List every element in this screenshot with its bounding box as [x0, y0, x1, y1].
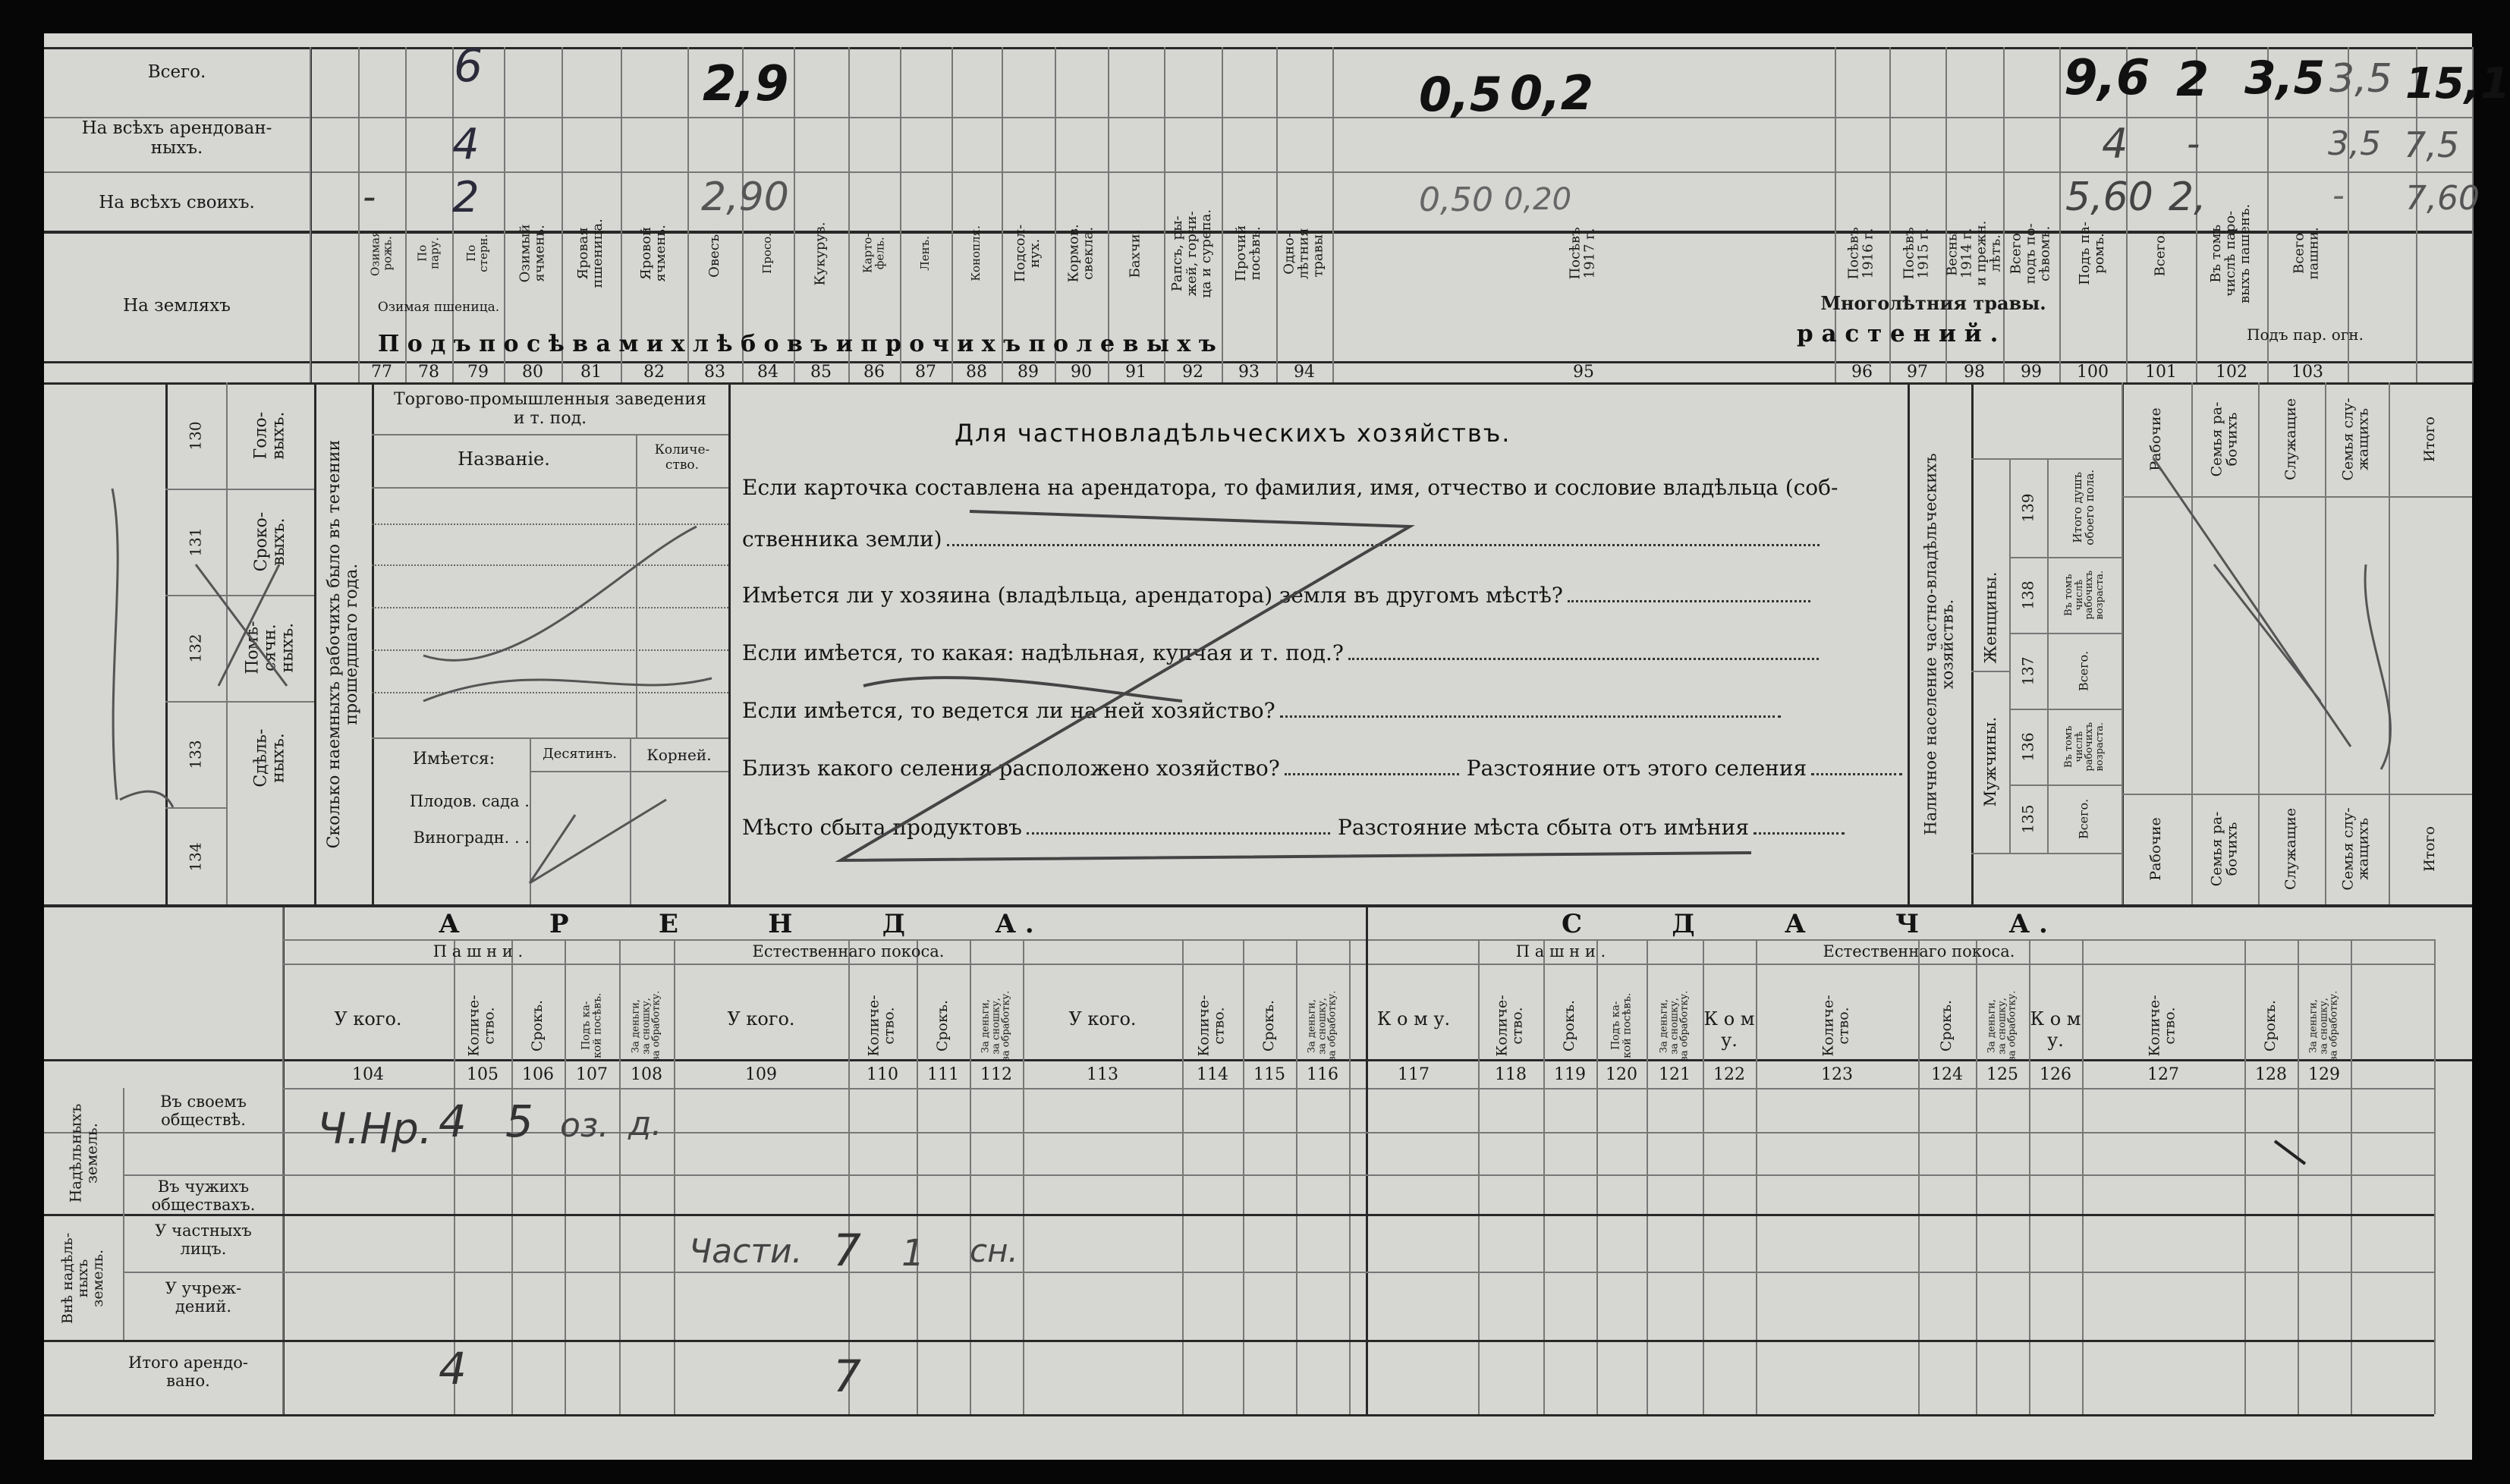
top-col-num-94: 94 [1294, 363, 1315, 382]
winter-wheat-label: Озимая пшеница. [377, 300, 500, 315]
hw-r1-qty: 4 [439, 1096, 467, 1147]
has-label: Имѣется: [412, 750, 495, 769]
row-total-leased: Итого арендо- вано. [128, 1354, 248, 1391]
pencil-stroke [112, 489, 173, 807]
bottom-col-header-111: Срокъ. [934, 999, 951, 1052]
top-col-header-100: Подъ па- ромъ. [2077, 222, 2107, 285]
col-139: 139 [2018, 492, 2037, 523]
arenda-banner: А Р Е Н Д А . [439, 909, 1034, 939]
q-land-type: Если имѣется, то какая: надѣльная, купчая и т. под.? [742, 640, 1819, 665]
trade-qty-header: Количе- ство. [654, 442, 710, 473]
col-130: 130 [186, 420, 205, 451]
row-institutions: У учреж- дений. [165, 1279, 242, 1316]
workers-col-lower-0: Рабочие [2147, 817, 2165, 881]
desyatin-header: Десятинъ. [543, 746, 617, 762]
top-col-num-103: 103 [2291, 363, 2323, 382]
bottom-col-num-124: 124 [1931, 1065, 1963, 1084]
bottom-col-header-107: Подъ ка- кой посѣвъ. [580, 992, 603, 1059]
bottom-col-header-108: За деньги, за сношку, за обработку. [630, 990, 662, 1061]
hw-total-melons: 0,5 [1419, 67, 1502, 122]
top-col-header-81: Яровая пшеница. [575, 219, 605, 288]
hw-total-winter: 6 [454, 39, 483, 93]
bottom-col-num-128: 128 [2255, 1065, 2287, 1084]
q-owner-name-2: ственника земли) [742, 527, 1820, 552]
hw-total-fallow: 2 [2176, 52, 2210, 107]
row-label-own: На всѣхъ своихъ. [99, 193, 255, 212]
hw-total-fallow-all: 3,5 [2244, 52, 2326, 105]
bottom-col-header-113: У кого. [1068, 1008, 1137, 1030]
sown-banner-2: р а с т е н и й . [1797, 320, 1999, 347]
women-total-label: Всего. [2076, 650, 2091, 691]
top-col-num-88: 88 [966, 363, 987, 382]
row-own-community: Въ своемъ обществѣ. [160, 1093, 247, 1130]
top-col-num-83: 83 [704, 363, 725, 382]
workers-col-lower-2: Служащие [2282, 807, 2300, 891]
top-col-num-77: 77 [371, 363, 392, 382]
hw-r1-pay: д. [628, 1105, 662, 1143]
hw-own-steam: - [2332, 176, 2345, 215]
workers-col-lower-4: Итого [2421, 826, 2439, 872]
q-village: Близъ какого селения расположено хозяйство? Разстояние отъ этого селения [742, 756, 1902, 781]
top-col-num-89: 89 [1018, 363, 1039, 382]
hw-own-sown: 5,60 [2065, 174, 2153, 220]
row-private-persons: У частныхъ лицъ. [155, 1221, 252, 1259]
bottom-col-header-118: Количе- ство. [1494, 995, 1526, 1057]
bottom-col-header-104: У кого. [334, 1008, 402, 1030]
bottom-col-header-109: У кого. [727, 1008, 795, 1030]
pencil-stroke [841, 511, 1751, 860]
top-col-header-91: Бахчи. [1127, 229, 1143, 278]
men-total-label: Всего. [2076, 798, 2091, 839]
pencil-stroke [196, 564, 287, 686]
top-col-num-98: 98 [1964, 363, 1985, 382]
top-col-header-77: Озимая рожь. [368, 230, 394, 277]
top-col-num-92: 92 [1182, 363, 1203, 382]
hw-total-wheat: 2,9 [703, 56, 789, 112]
top-col-num-93: 93 [1238, 363, 1260, 382]
top-col-num-95: 95 [1573, 363, 1594, 382]
pencil-stroke [423, 527, 712, 701]
bottom-col-num-111: 111 [927, 1065, 959, 1084]
col-133: 133 [186, 739, 205, 769]
total-souls-label: Итого душъ обоего пола. [2071, 470, 2096, 545]
top-col-header-79: По стерн. [464, 234, 490, 272]
bottom-col-header-122: К о м у. [1703, 1008, 1755, 1051]
hw-r1-from: Ч.Нр. [317, 1105, 432, 1154]
pencil-stroke [2275, 1141, 2305, 1164]
bottom-group-estest-3: Естественнаго покоса. [1823, 942, 2015, 961]
top-col-header-95: Посѣвъ 1917 г. [1568, 227, 1598, 280]
bottom-col-num-114: 114 [1197, 1065, 1228, 1084]
hw-own-wheat: 2,90 [701, 174, 789, 220]
top-col-header-90: Кормов. свекла. [1065, 224, 1096, 283]
women-working-label: Въ томъ числѣ рабочихъ возраста. [2062, 570, 2106, 620]
nadel-label: Надѣльныхъ земель. [66, 1103, 100, 1203]
bottom-col-header-114: Количе- ство. [1196, 995, 1228, 1057]
top-col-header-89: Подсол- нух. [1012, 224, 1043, 283]
label-piece-workers: Сдѣль- ныхъ. [251, 728, 288, 788]
roots-header: Корней. [646, 746, 712, 764]
top-col-num-101: 101 [2145, 363, 2177, 382]
q-owner-name: Если карточка составлена на арендатора, то фамилия, имя, отчество и сословие владѣльца (соб- [742, 475, 1838, 500]
hw-r3-term: 1 [901, 1232, 925, 1275]
bottom-col-num-115: 115 [1253, 1065, 1285, 1084]
top-col-num-85: 85 [810, 363, 832, 382]
top-col-header-78: По пару. [415, 237, 441, 270]
hw-r3-pay: сн. [970, 1232, 1018, 1269]
workers-col-lower-3: Семья слу- жащихъ [2340, 807, 2372, 891]
trade-title: Торгово-промышленныя заведения и т. под. [394, 390, 706, 429]
men-working-label: Въ томъ числѣ рабочихъ возраста. [2062, 722, 2106, 772]
bottom-group-estest-1: Естественнаго покоса. [752, 942, 945, 961]
hw-leased-fallow: - [2187, 123, 2200, 165]
bottom-group-pashni-0: П а ш н и . [432, 942, 524, 961]
bottom-col-header-125: За деньги, за сношку, за обработку. [1986, 990, 2018, 1061]
top-col-num-99: 99 [2021, 363, 2042, 382]
row-other-communities: Въ чужихъ обществахъ. [151, 1177, 256, 1215]
bottom-col-num-117: 117 [1398, 1065, 1430, 1084]
top-col-header-82: Яровой ячмень. [638, 225, 668, 282]
bottom-col-num-108: 108 [631, 1065, 662, 1084]
bottom-col-header-123: Количе- ство. [1820, 995, 1852, 1057]
hw-r3-qty: 7 [833, 1225, 861, 1276]
orchard-label: Плодов. сада . [409, 792, 530, 810]
col-131: 131 [186, 527, 205, 557]
top-col-header-92: Рапсъ, ры- жей, горчи- ца и сурепа. [1169, 209, 1215, 298]
top-col-header-93: Прочий посѣвъ. [1233, 225, 1264, 281]
hw-own-rye: - [363, 176, 376, 219]
top-col-num-97: 97 [1907, 363, 1928, 382]
top-col-num-102: 102 [2216, 363, 2247, 382]
workers-col-upper-4: Итого [2421, 417, 2439, 462]
bottom-col-num-120: 120 [1606, 1065, 1637, 1084]
perennial-label: Многолѣтния травы. [1820, 292, 2046, 314]
row-label-lands: На земляхъ [123, 296, 231, 316]
hw-own-rape: 0,20 [1504, 182, 1572, 217]
fallow-label: Подъ пар. огн. [2247, 325, 2364, 344]
top-col-num-81: 81 [580, 363, 602, 382]
workers-col-upper-2: Служащие [2282, 398, 2300, 481]
bottom-col-num-129: 129 [2308, 1065, 2340, 1084]
hw-leased-winter: 4 [452, 120, 480, 169]
workers-col-lower-1: Семья ра- бочихъ [2208, 811, 2240, 887]
top-col-header-85: Кукуруз. [812, 221, 829, 285]
census-card [44, 33, 2510, 1460]
bottom-col-header-119: Срокъ. [1561, 999, 1578, 1052]
sdacha-banner: С Д А Ч А . [1562, 909, 2048, 939]
bottom-col-header-115: Срокъ. [1260, 999, 1278, 1052]
bottom-col-num-110: 110 [867, 1065, 898, 1084]
top-col-num-91: 91 [1125, 363, 1146, 382]
bottom-col-num-125: 125 [1986, 1065, 2018, 1084]
top-col-num-78: 78 [418, 363, 439, 382]
bottom-group-pashni-2: П а ш н и . [1515, 942, 1606, 961]
col-132: 132 [186, 633, 205, 663]
top-col-num-84: 84 [757, 363, 778, 382]
hw-own-fallow: 2, [2169, 174, 2206, 220]
hw-own-winter: 2 [452, 173, 480, 222]
top-col-header-97: Посѣвъ 1915 г. [1901, 227, 1932, 280]
hw-r1-term: 5 [505, 1096, 533, 1147]
hw-leased-steam: 3,5 [2328, 124, 2381, 163]
bottom-col-num-116: 116 [1307, 1065, 1338, 1084]
bottom-col-header-129: За деньги, за сношку, за обработку. [2307, 990, 2340, 1061]
hw-total-qty: 4 [439, 1343, 467, 1394]
bottom-col-num-127: 127 [2147, 1065, 2179, 1084]
top-col-num-96: 96 [1851, 363, 1873, 382]
pencil-stroke [2153, 458, 2390, 769]
private-farms-heading: Для частновладѣльческихъ хозяйствъ. [955, 419, 1511, 448]
bottom-col-header-128: Срокъ. [2262, 999, 2279, 1052]
top-col-num-79: 79 [467, 363, 489, 382]
bottom-col-num-113: 113 [1087, 1065, 1118, 1084]
hw-total-arable: 15,1 [2405, 59, 2510, 108]
hired-workers-label: Сколько наемныхъ рабочихъ было въ течении прошедшаго года. [324, 439, 362, 849]
pencil-stroke [530, 800, 666, 883]
bottom-col-header-105: Количе- ство. [466, 995, 499, 1057]
col-137: 137 [2018, 656, 2037, 686]
top-col-num-100: 100 [2077, 363, 2109, 382]
top-col-header-88: Конопля. [969, 225, 983, 281]
workers-col-upper-3: Семья слу- жащихъ [2340, 398, 2372, 481]
vnenadel-label: Внѣ надѣль- ныхъ земель. [59, 1232, 106, 1325]
sown-banner: П о д ъ п о с ѣ в а м и х л ѣ б о в ъ и п р о ч и х ъ п о л е в ы х ъ [378, 331, 1216, 357]
top-col-header-102: Въ томъ числѣ паро- выхъ пашенъ. [2208, 203, 2254, 303]
top-col-header-96: Посѣвъ 1916 г. [1846, 227, 1876, 280]
bottom-col-num-106: 106 [522, 1065, 554, 1084]
top-col-header-99: Всего подъ по- сѣвомъ. [2008, 222, 2053, 284]
top-col-num-80: 80 [522, 363, 543, 382]
men-label: Мужчины. [1980, 716, 1999, 807]
bottom-col-num-112: 112 [980, 1065, 1012, 1084]
bottom-col-num-104: 104 [352, 1065, 384, 1084]
top-col-header-98: Весны 1914 г. и прежн. лѣтъ. [1944, 220, 2003, 287]
hw-own-arable: 7,60 [2405, 179, 2480, 218]
trade-name-header: Названiе. [458, 448, 550, 470]
hw-total-qty-2: 7 [833, 1350, 861, 1402]
col-136: 136 [2018, 731, 2037, 762]
row-label-leased: На всѣхъ арендован- ныхъ. [81, 118, 272, 159]
hw-total-steam: 3,5 [2329, 56, 2392, 102]
top-col-header-94: Одно- лѣтния травы. [1281, 228, 1326, 279]
bottom-col-header-110: Количе- ство. [866, 995, 898, 1057]
workers-col-upper-1: Семья ра- бочихъ [2208, 401, 2240, 477]
bottom-col-header-126: К о м у. [2030, 1008, 2081, 1051]
top-col-header-80: Озимый ячмень. [517, 224, 547, 283]
bottom-col-num-119: 119 [1554, 1065, 1586, 1084]
bottom-col-header-120: Подъ ка- кой посѣвъ. [1609, 992, 1633, 1059]
bottom-col-num-105: 105 [467, 1065, 499, 1084]
hw-leased-arable: 7,5 [2404, 124, 2460, 165]
bottom-col-header-116: За деньги, за сношку, за обработку. [1306, 990, 1338, 1061]
bottom-col-num-122: 122 [1713, 1065, 1745, 1084]
top-col-num-90: 90 [1071, 363, 1092, 382]
top-col-header-83: Овесъ. [706, 229, 722, 278]
hw-own-melons: 0,50 [1419, 181, 1493, 219]
col-134: 134 [186, 841, 205, 872]
bottom-col-num-123: 123 [1821, 1065, 1853, 1084]
hw-total-rape: 0,2 [1510, 65, 1593, 121]
bottom-col-header-124: Срокъ. [1938, 999, 1955, 1052]
bottom-col-num-118: 118 [1495, 1065, 1527, 1084]
bottom-col-num-126: 126 [2040, 1065, 2071, 1084]
bottom-col-header-121: За деньги, за сношку, за обработку. [1658, 990, 1691, 1061]
bottom-col-num-107: 107 [576, 1065, 608, 1084]
hw-total-sown: 9,6 [2064, 50, 2150, 106]
hw-r3-from: Части. [689, 1232, 803, 1271]
top-col-header-87: Ленъ. [918, 236, 933, 271]
bottom-col-header-117: К о м у. [1376, 1008, 1451, 1030]
label-term-workers: Сроко- выхъ. [251, 511, 288, 572]
bottom-col-num-109: 109 [745, 1065, 777, 1084]
label-monthly-workers: Помѣ- сячн. ныхъ. [243, 621, 297, 675]
top-col-num-86: 86 [863, 363, 885, 382]
q-market: Мѣсто сбыта продуктовъ Разстояние мѣста сбыта отъ имѣния [742, 815, 1845, 840]
label-day-workers: Голо- выхъ. [251, 411, 288, 460]
pencil-strikes [44, 33, 2472, 1460]
top-col-header-86: Карто- фель. [860, 233, 886, 274]
hw-leased-sown: 4 [2102, 120, 2128, 168]
top-col-num-82: 82 [643, 363, 665, 382]
bottom-col-num-121: 121 [1659, 1065, 1691, 1084]
row-label-total: Всего. [147, 62, 206, 82]
bottom-col-header-106: Срокъ. [529, 999, 546, 1052]
q-farming: Если имѣется, то ведется ли на ней хозяйство? [742, 698, 1781, 723]
bottom-col-header-127: Количе- ство. [2147, 995, 2178, 1057]
present-population-label: Наличное население частно-владѣльческихъ хозяйствъ. [1921, 453, 1957, 835]
workers-col-upper-0: Рабочие [2147, 407, 2165, 471]
top-col-header-84: Просо. [760, 233, 775, 274]
bottom-col-header-112: За деньги, за сношку, за обработку. [980, 990, 1012, 1061]
vineyard-label: Виноградн. . . [413, 828, 530, 847]
col-138: 138 [2018, 580, 2037, 610]
women-label: Женщины. [1980, 571, 1999, 664]
col-135: 135 [2018, 803, 2037, 834]
top-col-header-101: Всего. [2152, 231, 2169, 276]
q-other-land: Имѣется ли у хозяина (владѣльца, арендатора) земля въ другомъ мѣстѣ? [742, 583, 1810, 608]
top-col-header-103: Всего пашни. [2291, 227, 2322, 280]
top-col-num-87: 87 [915, 363, 936, 382]
hw-r1-crop: оз. [560, 1106, 609, 1145]
